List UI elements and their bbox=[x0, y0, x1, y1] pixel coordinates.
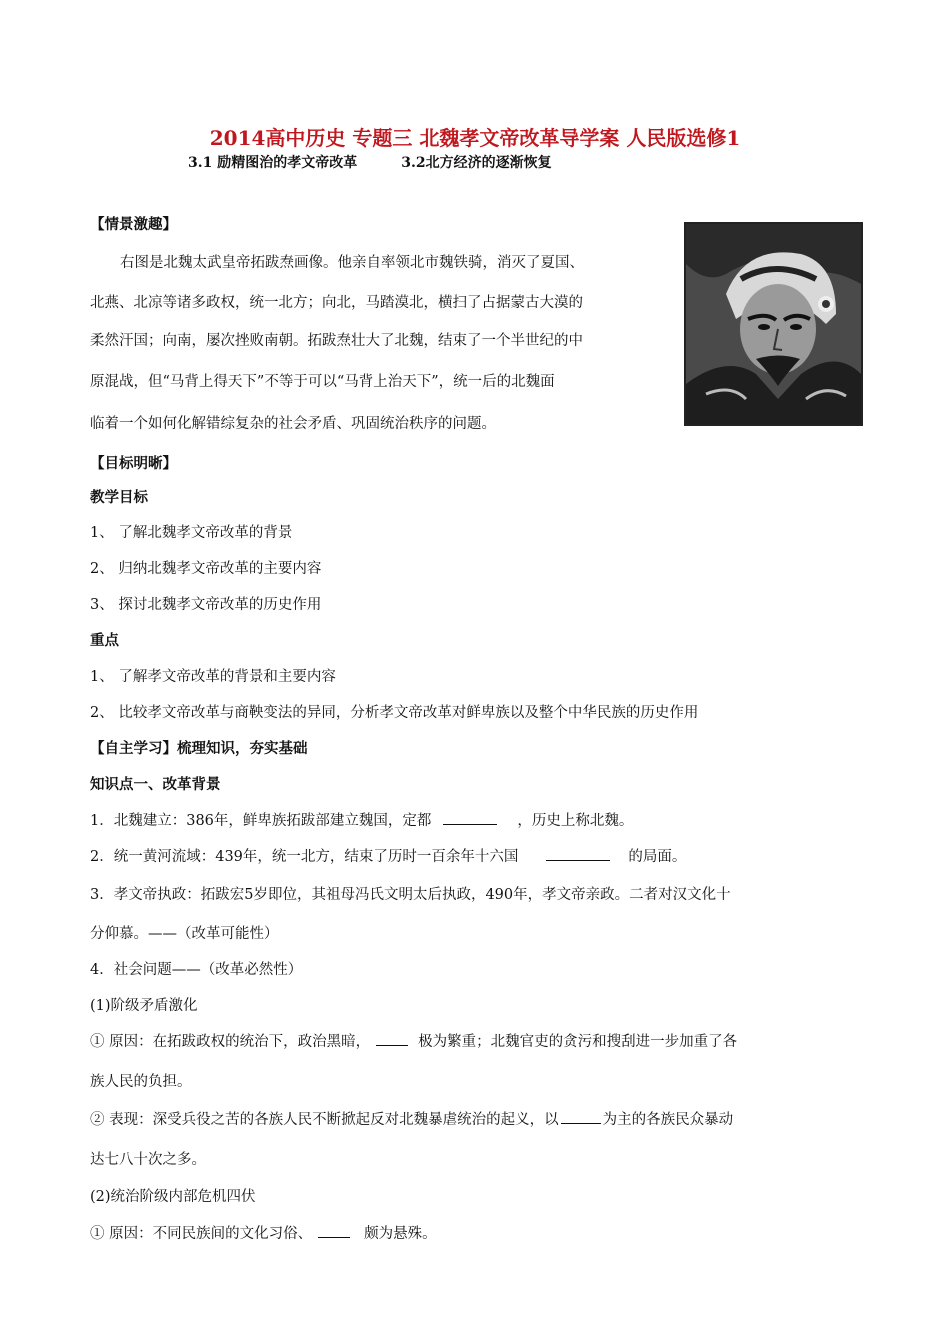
fill-in-blank[interactable] bbox=[546, 846, 610, 861]
intro-line: 柔然汗国；向南，屡次挫败南朝。拓跋焘壮大了北魏，结束了一个半世纪的中 bbox=[90, 333, 583, 349]
class-conflict-reason-cont: 族人民的负担。 bbox=[90, 1074, 192, 1090]
background-item-3-cont: 分仰慕。——（改革可能性） bbox=[90, 926, 279, 942]
intro-heading: 【情景激趣】 bbox=[90, 216, 177, 233]
class-conflict-reason: ① 原因：在拓跋政权的统治下，政治黑暗， 极为繁重；北魏官吏的贪污和搜刮进一步加重了各 bbox=[90, 1030, 737, 1051]
intro-line: 右图是北魏太武皇帝拓跋焘画像。他亲自率领北市魏铁骑，消灭了夏国、 bbox=[120, 255, 584, 271]
background-item-1: 1．北魏建立：386年，鲜卑族拓跋部建立魏国，定都 ，历史上称北魏。 bbox=[90, 809, 633, 830]
teaching-goals-label: 教学目标 bbox=[90, 489, 148, 506]
ruling-crisis-reason: ① 原因：不同民族间的文化习俗、 颇为悬殊。 bbox=[90, 1222, 437, 1243]
class-conflict-manifestation: ② 表现：深受兵役之苦的各族人民不断掀起反对北魏暴虐统治的起义，以 为主的各族民众暴动 bbox=[90, 1108, 733, 1129]
subtitle-section-2: 3.2北方经济的逐渐恢复 bbox=[401, 155, 552, 171]
emperor-portrait bbox=[684, 222, 863, 426]
fill-in-blank[interactable] bbox=[376, 1031, 408, 1046]
fill-in-blank[interactable] bbox=[443, 810, 497, 825]
class-conflict-manifestation-cont: 达七八十次之多。 bbox=[90, 1152, 206, 1168]
teaching-goal-item: 2、 归纳北魏孝文帝改革的主要内容 bbox=[90, 561, 322, 577]
subtitle-section-1: 3.1 励精图治的孝文帝改革 bbox=[188, 155, 358, 171]
teaching-goal-item: 3、 探讨北魏孝文帝改革的历史作用 bbox=[90, 597, 322, 613]
fill-in-blank[interactable] bbox=[561, 1109, 601, 1124]
intro-line: 临着一个如何化解错综复杂的社会矛盾、巩固统治秩序的问题。 bbox=[90, 416, 496, 432]
document-title: 2014高中历史 专题三 北魏孝文帝改革导学案 人民版选修1 bbox=[209, 126, 741, 150]
key-point-item: 2、 比较孝文帝改革与商鞅变法的异同，分析孝文帝改革对鲜卑族以及整个中华民族的历史作用 bbox=[90, 705, 699, 721]
intro-line: 原混战，但“马背上得天下”不等于可以“马背上治天下”，统一后的北魏面 bbox=[90, 374, 555, 390]
sub-heading-ruling-crisis: (2)统治阶级内部危机四伏 bbox=[90, 1189, 256, 1205]
background-item-2: 2．统一黄河流域：439年，统一北方，结束了历时一百余年十六国 的局面。 bbox=[90, 845, 686, 866]
key-points-label: 重点 bbox=[90, 632, 119, 649]
portrait-illustration bbox=[686, 224, 861, 424]
intro-line: 北燕、北凉等诸多政权，统一北方；向北，马踏漠北，横扫了占据蒙古大漠的 bbox=[90, 295, 583, 311]
background-item-3: 3．孝文帝执政：拓跋宏5岁即位，其祖母冯氏文明太后执政，490年，孝文帝亲政。二者对汉文化十 bbox=[90, 887, 731, 903]
self-study-heading: 【自主学习】梳理知识，夯实基础 bbox=[90, 740, 308, 757]
sub-heading-class-conflict: (1)阶级矛盾激化 bbox=[90, 998, 198, 1014]
knowledge-point-1: 知识点一、改革背景 bbox=[90, 776, 221, 793]
goals-heading: 【目标明晰】 bbox=[90, 455, 177, 472]
teaching-goal-item: 1、 了解北魏孝文帝改革的背景 bbox=[90, 525, 293, 541]
document-subtitle bbox=[188, 152, 596, 172]
fill-in-blank[interactable] bbox=[318, 1223, 350, 1238]
key-point-item: 1、 了解孝文帝改革的背景和主要内容 bbox=[90, 669, 336, 685]
background-item-4: 4．社会问题——（改革必然性） bbox=[90, 962, 303, 978]
